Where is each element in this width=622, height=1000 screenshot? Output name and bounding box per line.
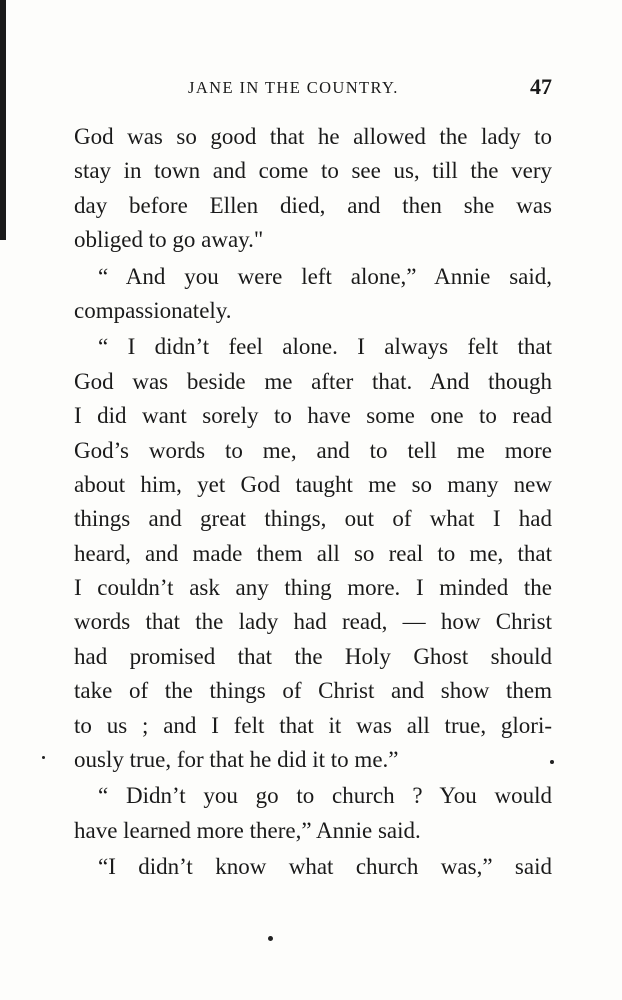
ink-speck xyxy=(550,760,554,764)
text-line: “ And you were left alone,” Annie said, xyxy=(98,263,552,289)
ink-speck xyxy=(268,936,273,941)
page-number: 47 xyxy=(530,74,552,99)
text-line: heard, and made them all so real to me, that xyxy=(74,540,552,566)
text-line: day before Ellen died, and then she was xyxy=(74,192,552,218)
text-line: I did want sorely to have some one to read xyxy=(74,403,552,429)
text-line: take of the things of Christ and show them xyxy=(74,678,552,704)
text-line: I couldn’t ask any thing more. I minded the xyxy=(74,575,552,601)
text-line: had promised that the Holy Ghost should xyxy=(74,643,552,669)
text-line: God was beside me after that. And though xyxy=(74,368,552,394)
text-line: compassionately. xyxy=(74,297,232,323)
text-line: ously true, for that he did it to me.” xyxy=(74,747,399,773)
text-line: have learned more there,” Annie said. xyxy=(74,817,421,843)
text-line: to us ; and I felt that it was all true, glori- xyxy=(74,712,552,738)
text-line: stay in town and come to see us, till the very xyxy=(74,158,552,184)
text-line: things and great things, out of what I had xyxy=(74,506,552,532)
page-header xyxy=(74,74,552,106)
running-head: JANE IN THE COUNTRY. xyxy=(188,78,399,97)
text-line: about him, yet God taught me so many new xyxy=(74,471,552,497)
text-line: words that the lady had read, — how Christ xyxy=(74,609,552,635)
text-line: “ Didn’t you go to church ? You would xyxy=(98,783,552,809)
text-line: “ I didn’t feel alone. I always felt that xyxy=(98,334,552,360)
page-edge-shadow xyxy=(0,0,6,240)
text-line: God’s words to me, and to tell me more xyxy=(74,437,552,463)
text-line: God was so good that he allowed the lady to xyxy=(74,124,552,149)
text-line: obliged to go away." xyxy=(74,227,264,253)
body-text xyxy=(74,120,552,885)
text-line: “I didn’t know what church was,” said xyxy=(98,854,552,880)
ink-speck xyxy=(42,756,45,759)
